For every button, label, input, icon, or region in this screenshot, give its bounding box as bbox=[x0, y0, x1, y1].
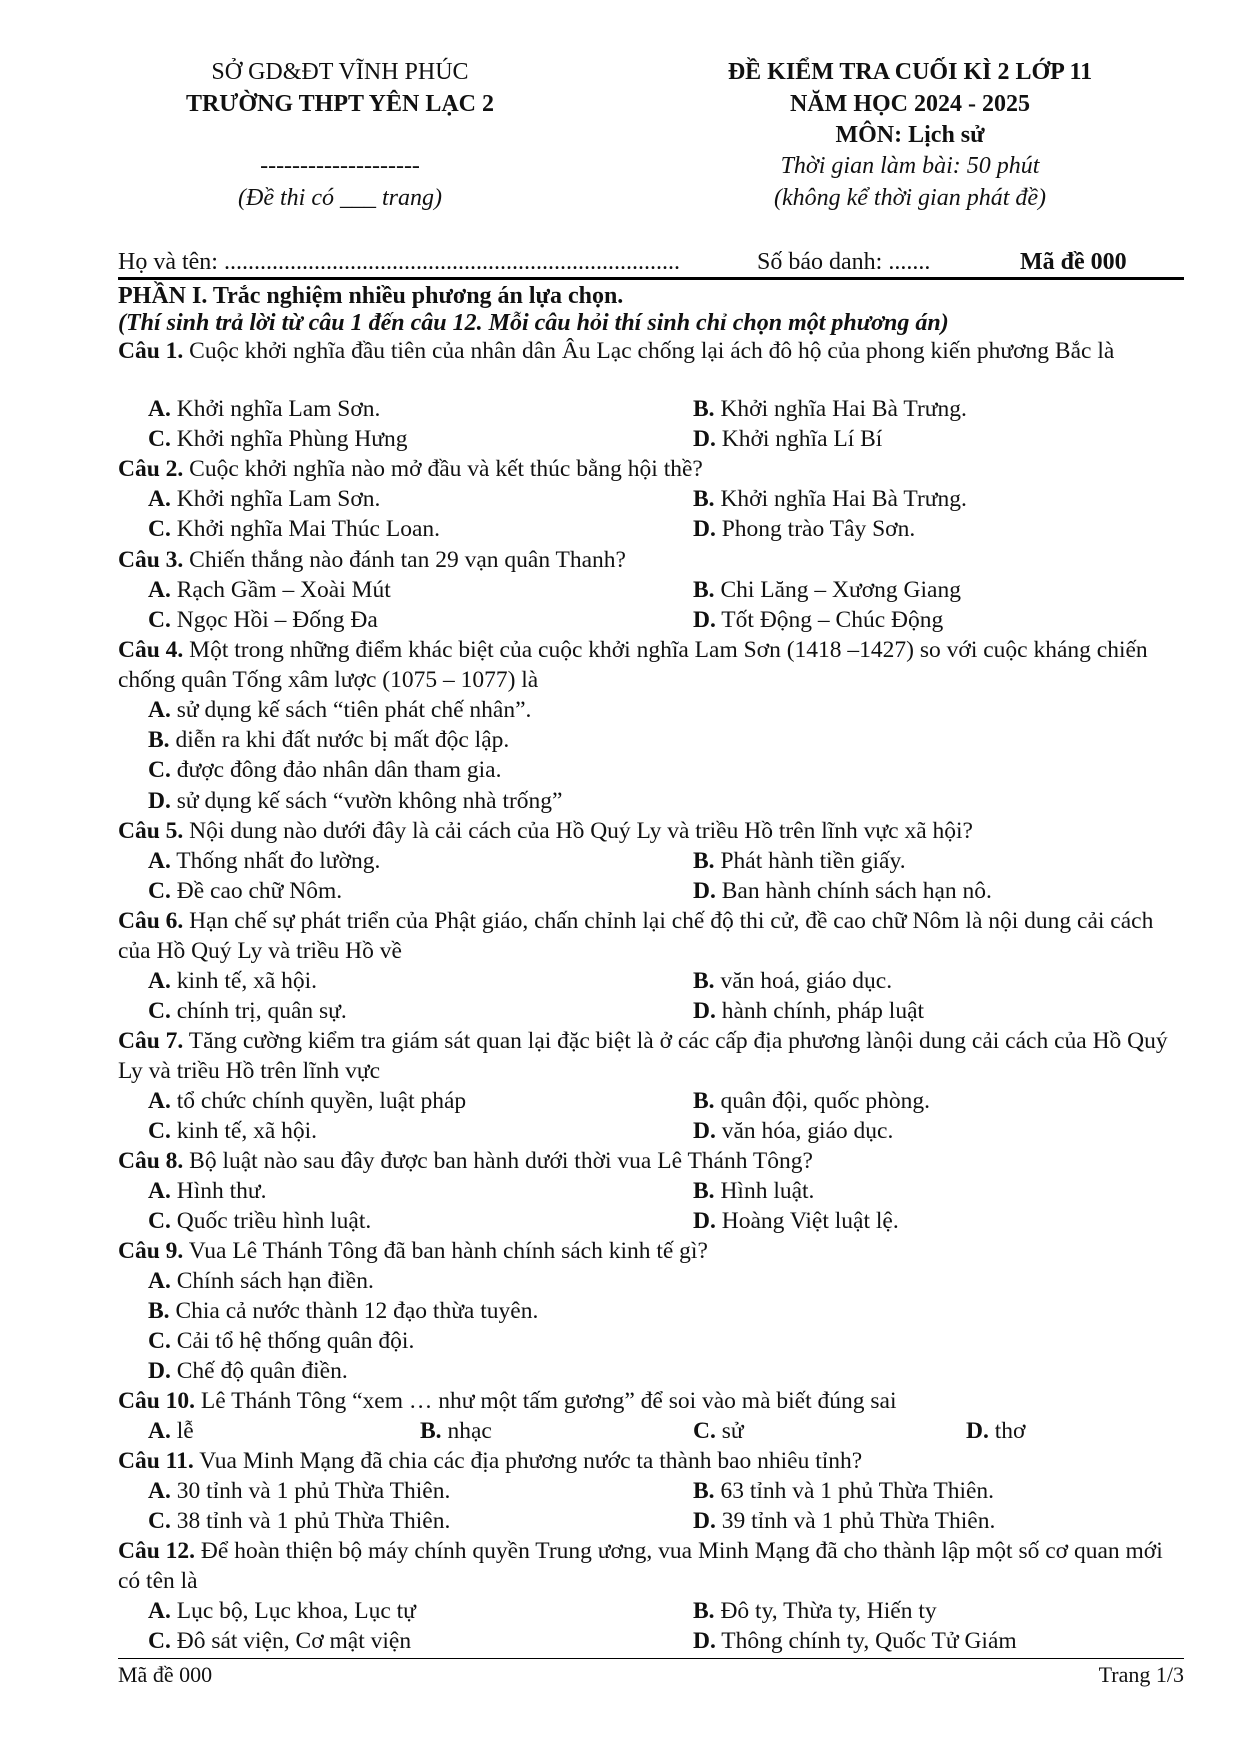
option-9c[interactable]: C. Cải tổ hệ thống quân đội. bbox=[148, 1328, 415, 1354]
option-4c[interactable]: C. được đông đảo nhân dân tham gia. bbox=[148, 757, 502, 783]
option-1a[interactable]: A. Khởi nghĩa Lam Sơn. bbox=[148, 396, 381, 422]
option-2b[interactable]: B. Khởi nghĩa Hai Bà Trưng. bbox=[693, 486, 967, 512]
question-12: Câu 12. Để hoàn thiện bộ máy chính quyền Trung ương, vua Minh Mạng đã cho thành lập một số cơ quan mới có tên là bbox=[118, 1538, 1163, 1594]
option-10c[interactable]: C. sử bbox=[693, 1418, 744, 1444]
option-4a[interactable]: A. sử dụng kế sách “tiên phát chế nhân”. bbox=[148, 697, 532, 723]
option-3b[interactable]: B. Chi Lăng – Xương Giang bbox=[693, 577, 961, 603]
student-name-field: Họ và tên: ............................................................................ bbox=[118, 249, 680, 275]
option-11d[interactable]: D. 39 tỉnh và 1 phủ Thừa Thiên. bbox=[693, 1508, 996, 1534]
option-12d[interactable]: D. Thông chính ty, Quốc Tử Giám bbox=[693, 1628, 1017, 1654]
school-year: NĂM HỌC 2024 - 2025 bbox=[790, 91, 1030, 117]
footer-divider bbox=[118, 1658, 1184, 1659]
student-id-field: Số báo danh: ....... bbox=[757, 249, 931, 275]
question-3: Câu 3. Chiến thắng nào đánh tan 29 vạn quân Thanh? bbox=[118, 547, 626, 573]
option-4d[interactable]: D. sử dụng kế sách “vườn không nhà trống” bbox=[148, 788, 563, 814]
question-1: Câu 1. Cuộc khởi nghĩa đầu tiên của nhân dân Âu Lạc chống lại ách đô hộ của phong kiến phương Bắc là bbox=[118, 338, 1115, 364]
duration: Thời gian làm bài: 50 phút bbox=[780, 153, 1040, 179]
option-7d[interactable]: D. văn hóa, giáo dục. bbox=[693, 1118, 894, 1144]
option-1d[interactable]: D. Khởi nghĩa Lí Bí bbox=[693, 426, 883, 452]
question-6: Câu 6. Hạn chế sự phát triển của Phật giáo, chấn chỉnh lại chế độ thi cử, đề cao chữ Nôm là nội dung cải cách của Hồ Quý Ly và triều Hồ về bbox=[118, 908, 1154, 964]
question-10: Câu 10. Lê Thánh Tông “xem … như một tấm gương” để soi vào mà biết đúng sai bbox=[118, 1388, 897, 1414]
option-5c[interactable]: C. Đề cao chữ Nôm. bbox=[148, 878, 343, 904]
option-12c[interactable]: C. Đô sát viện, Cơ mật viện bbox=[148, 1628, 412, 1654]
option-12b[interactable]: B. Đô ty, Thừa ty, Hiến ty bbox=[693, 1598, 937, 1624]
option-10b[interactable]: B. nhạc bbox=[420, 1418, 492, 1444]
option-12a[interactable]: A. Lục bộ, Lục khoa, Lục tự bbox=[148, 1598, 416, 1624]
question-11: Câu 11. Vua Minh Mạng đã chia các địa phương nước ta thành bao nhiêu tỉnh? bbox=[118, 1448, 863, 1474]
option-8a[interactable]: A. Hình thư. bbox=[148, 1178, 267, 1204]
subject: MÔN: Lịch sử bbox=[835, 122, 985, 148]
school-name: TRƯỜNG THPT YÊN LẠC 2 bbox=[185, 91, 495, 117]
exam-code: Mã đề 000 bbox=[1020, 249, 1127, 275]
option-8c[interactable]: C. Quốc triều hình luật. bbox=[148, 1208, 372, 1234]
option-9b[interactable]: B. Chia cả nước thành 12 đạo thừa tuyên. bbox=[148, 1298, 539, 1324]
option-5b[interactable]: B. Phát hành tiền giấy. bbox=[693, 848, 906, 874]
option-6d[interactable]: D. hành chính, pháp luật bbox=[693, 998, 925, 1024]
option-6c[interactable]: C. chính trị, quân sự. bbox=[148, 998, 347, 1024]
part-title: PHẦN I. Trắc nghiệm nhiều phương án lựa chọn. bbox=[118, 283, 624, 309]
option-3a[interactable]: A. Rạch Gầm – Xoài Mút bbox=[148, 577, 391, 603]
department-name: SỞ GD&ĐT VĨNH PHÚC bbox=[211, 59, 469, 85]
option-4b[interactable]: B. diễn ra khi đất nước bị mất độc lập. bbox=[148, 727, 510, 753]
option-3d[interactable]: D. Tốt Động – Chúc Động bbox=[693, 607, 944, 633]
option-6b[interactable]: B. văn hoá, giáo dục. bbox=[693, 968, 893, 994]
option-6a[interactable]: A. kinh tế, xã hội. bbox=[148, 968, 318, 994]
option-10a[interactable]: A. lễ bbox=[148, 1418, 194, 1444]
option-11b[interactable]: B. 63 tỉnh và 1 phủ Thừa Thiên. bbox=[693, 1478, 995, 1504]
duration-note: (không kể thời gian phát đề) bbox=[773, 185, 1047, 211]
option-8b[interactable]: B. Hình luật. bbox=[693, 1178, 815, 1204]
question-8: Câu 8. Bộ luật nào sau đây được ban hành dưới thời vua Lê Thánh Tông? bbox=[118, 1148, 813, 1174]
option-2d[interactable]: D. Phong trào Tây Sơn. bbox=[693, 516, 916, 542]
footer-exam-code: Mã đề 000 bbox=[118, 1662, 213, 1687]
header-dashes: -------------------- bbox=[260, 153, 420, 179]
page-count-note: (Đề thi có ___ trang) bbox=[238, 185, 442, 211]
option-11c[interactable]: C. 38 tỉnh và 1 phủ Thừa Thiên. bbox=[148, 1508, 451, 1534]
option-1b[interactable]: B. Khởi nghĩa Hai Bà Trưng. bbox=[693, 396, 967, 422]
question-9: Câu 9. Vua Lê Thánh Tông đã ban hành chính sách kinh tế gì? bbox=[118, 1238, 708, 1264]
question-7: Câu 7. Tăng cường kiểm tra giám sát quan lại đặc biệt là ở các cấp địa phương lànội dung cải cách của Hồ Quý Ly và triều Hồ trên lĩnh vực bbox=[118, 1028, 1168, 1084]
option-11a[interactable]: A. 30 tỉnh và 1 phủ Thừa Thiên. bbox=[148, 1478, 451, 1504]
option-7b[interactable]: B. quân đội, quốc phòng. bbox=[693, 1088, 930, 1114]
part-instruction: (Thí sinh trả lời từ câu 1 đến câu 12. Mỗi câu hỏi thí sinh chỉ chọn một phương án) bbox=[118, 310, 949, 336]
option-7a[interactable]: A. tổ chức chính quyền, luật pháp bbox=[148, 1088, 467, 1114]
question-2: Câu 2. Cuộc khởi nghĩa nào mở đầu và kết thúc bằng hội thề? bbox=[118, 456, 703, 482]
option-5d[interactable]: D. Ban hành chính sách hạn nô. bbox=[693, 878, 992, 904]
option-8d[interactable]: D. Hoàng Việt luật lệ. bbox=[693, 1208, 899, 1234]
option-7c[interactable]: C. kinh tế, xã hội. bbox=[148, 1118, 318, 1144]
question-4: Câu 4. Một trong những điểm khác biệt của cuộc khởi nghĩa Lam Sơn (1418 –1427) so với cuộc kháng chiến chống quân Tống xâm lược (1075 – 1077) là bbox=[118, 637, 1148, 693]
option-9a[interactable]: A. Chính sách hạn điền. bbox=[148, 1268, 374, 1294]
option-2a[interactable]: A. Khởi nghĩa Lam Sơn. bbox=[148, 486, 381, 512]
option-1c[interactable]: C. Khởi nghĩa Phùng Hưng bbox=[148, 426, 408, 452]
header-divider bbox=[118, 277, 1184, 280]
option-10d[interactable]: D. thơ bbox=[966, 1418, 1026, 1444]
exam-title: ĐỀ KIỂM TRA CUỐI KÌ 2 LỚP 11 bbox=[727, 59, 1093, 85]
question-5: Câu 5. Nội dung nào dưới đây là cải cách của Hồ Quý Ly và triều Hồ trên lĩnh vực xã hội? bbox=[118, 818, 973, 844]
option-3c[interactable]: C. Ngọc Hồi – Đống Đa bbox=[148, 607, 378, 633]
page-number: Trang 1/3 bbox=[1098, 1662, 1184, 1687]
option-9d[interactable]: D. Chế độ quân điền. bbox=[148, 1358, 348, 1384]
option-5a[interactable]: A. Thống nhất đo lường. bbox=[148, 848, 381, 874]
option-2c[interactable]: C. Khởi nghĩa Mai Thúc Loan. bbox=[148, 516, 440, 542]
